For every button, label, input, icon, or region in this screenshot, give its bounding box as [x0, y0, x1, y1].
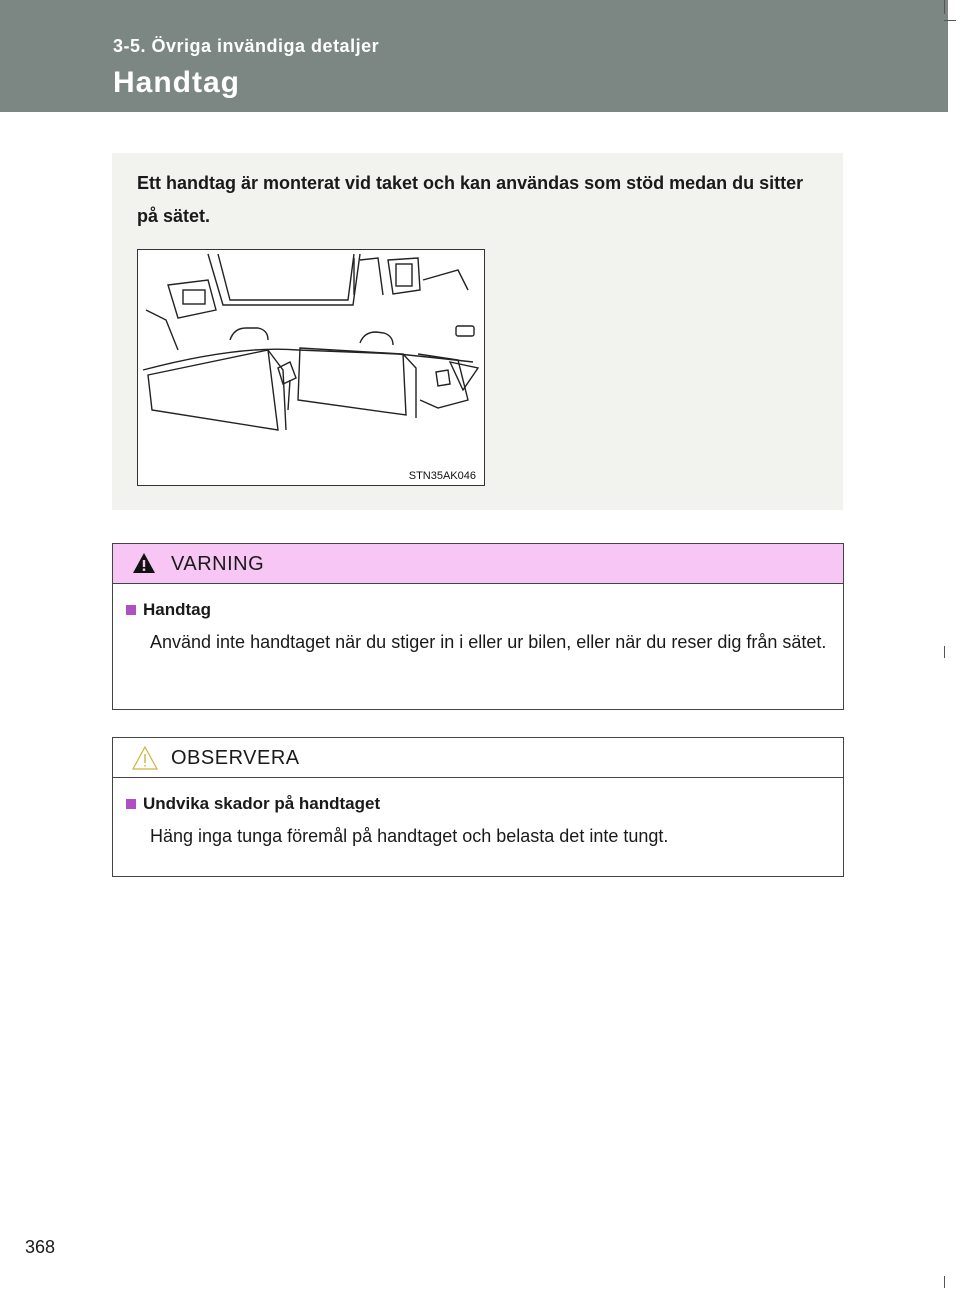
warning-body [113, 584, 843, 674]
intro-box [112, 153, 843, 510]
notice-item-title-text: Undvika skador på handtaget [143, 794, 381, 813]
car-interior-drawing [138, 250, 484, 485]
caution-triangle-icon [131, 745, 159, 771]
notice-header [113, 738, 843, 778]
square-bullet-icon [126, 799, 136, 809]
notice-item-text: Häng inga tunga föremål på handtaget och belasta det inte tungt. [150, 826, 669, 846]
warning-item-text: Använd inte handtaget när du stiger in i eller ur bilen, eller när du reser dig från sätet. [150, 632, 827, 652]
crop-mark [944, 1276, 945, 1288]
page-title: Handtag [113, 66, 240, 99]
section-label: 3-5. Övriga invändiga detaljer [113, 36, 380, 56]
intro-text: Ett handtag är monterat vid taket och kan användas som stöd medan du sitter på sätet. [137, 173, 804, 226]
warning-item-title-text: Handtag [143, 600, 211, 619]
square-bullet-icon [126, 605, 136, 615]
figure-code: STN35AK046 [408, 470, 476, 482]
warning-triangle-icon [131, 551, 157, 575]
crop-mark [944, 0, 945, 14]
page-header [0, 0, 948, 112]
warning-box [112, 543, 844, 710]
notice-item-title [126, 794, 829, 814]
handle-illustration [137, 249, 485, 486]
notice-title: OBSERVERA [171, 747, 300, 769]
warning-title: VARNING [171, 553, 265, 575]
page-number: 368 [25, 1237, 56, 1257]
crop-mark [944, 646, 945, 658]
warning-item-title [126, 600, 829, 620]
notice-box [112, 737, 844, 877]
warning-header [113, 544, 843, 584]
notice-body [113, 778, 843, 868]
crop-mark [944, 20, 956, 21]
